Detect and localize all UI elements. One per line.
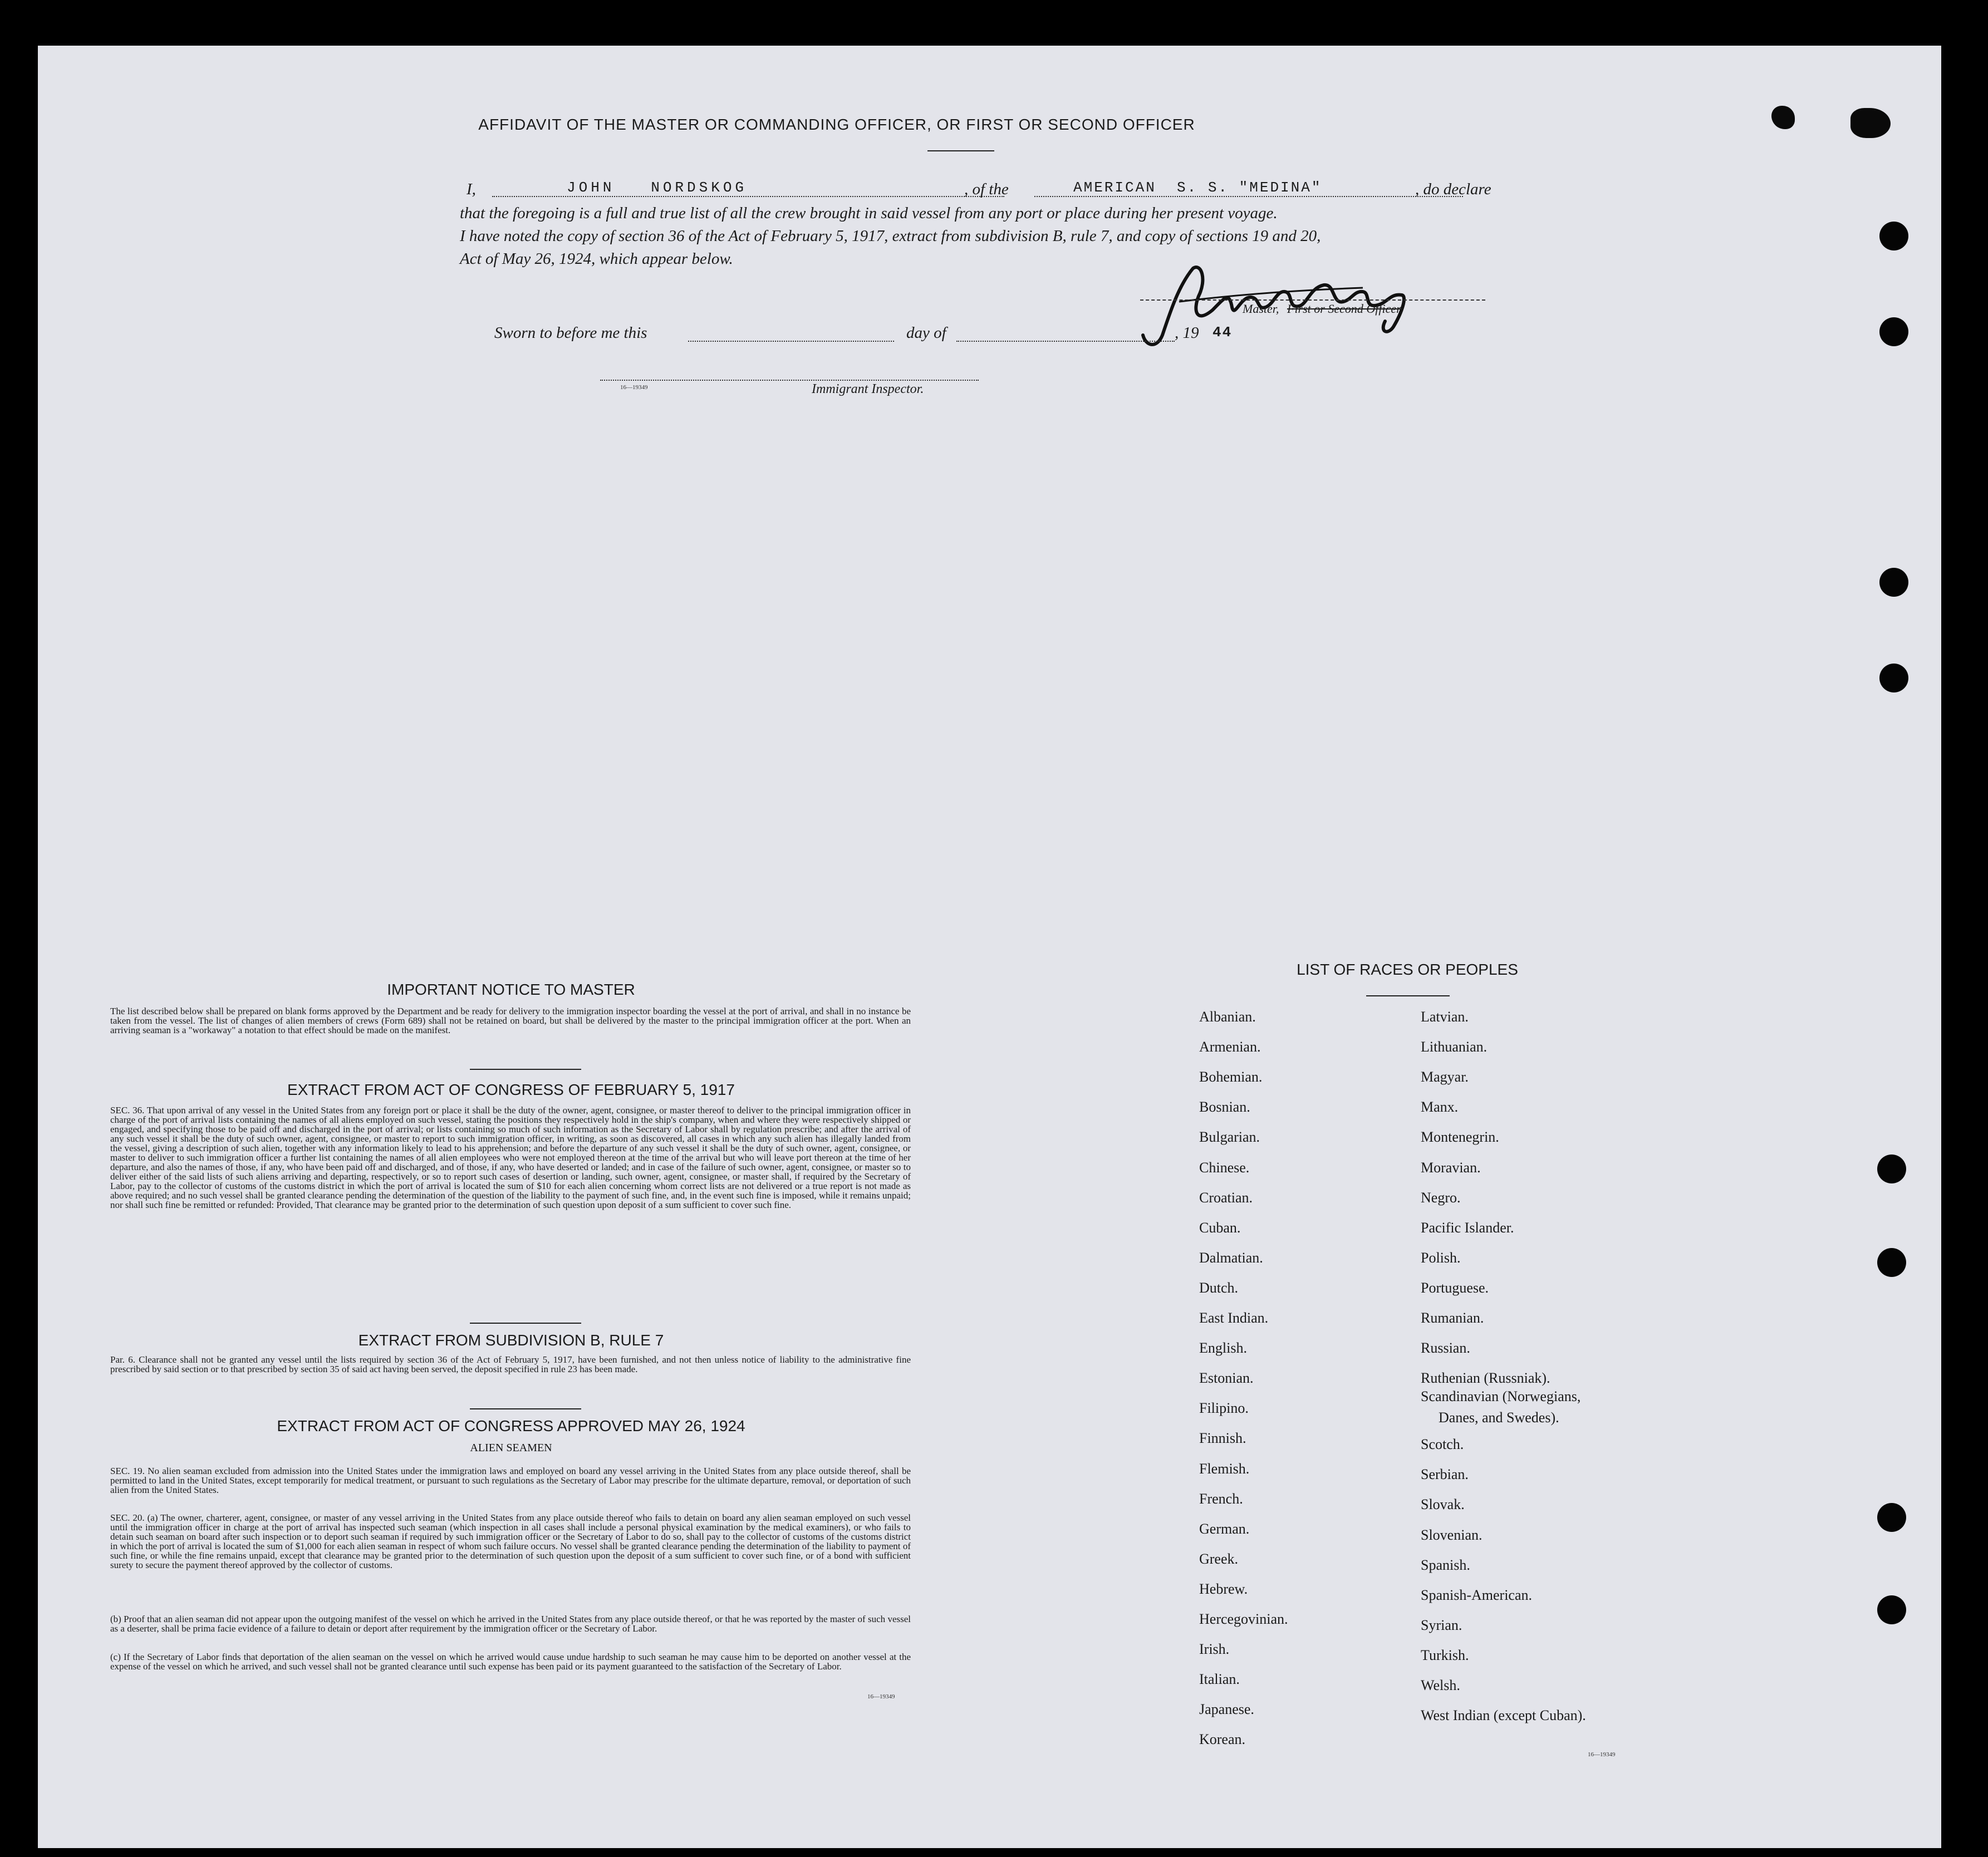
race-item: Chinese. bbox=[1199, 1159, 1250, 1176]
race-item: French. bbox=[1199, 1490, 1243, 1507]
affidavit-title: AFFIDAVIT OF THE MASTER OR COMMANDING OFFICER, OR FIRST OR SECOND OFFICER bbox=[478, 116, 1195, 133]
race-item: East Indian. bbox=[1199, 1310, 1269, 1326]
sec20c-text: (c) If the Secretary of Labor finds that deportation of the alien seaman on the vessel on which he arrived would cause undue hardship to such seaman he may cause him to be deported on another vessel at the expense of the vessel on which he arrived, and such vessel shall not be granted clearance until such expense has been paid or its payment guaranteed to the satisfaction of the Secretary of Labor. bbox=[110, 1652, 911, 1672]
race-item: Hercegovinian. bbox=[1199, 1611, 1288, 1627]
ink-blot bbox=[1850, 108, 1891, 138]
binder-hole bbox=[1879, 222, 1908, 250]
race-item: Magyar. bbox=[1421, 1069, 1469, 1085]
race-item: Bulgarian. bbox=[1199, 1129, 1260, 1146]
name-line bbox=[492, 196, 1004, 197]
extract-1924-title: EXTRACT FROM ACT OF CONGRESS APPROVED MAY 26, 1924 bbox=[277, 1417, 745, 1434]
race-item: Spanish-American. bbox=[1421, 1586, 1533, 1603]
race-item: German. bbox=[1199, 1520, 1250, 1537]
document-page bbox=[38, 46, 1941, 1848]
inspector-label: Immigrant Inspector. bbox=[812, 382, 924, 396]
race-item: Spanish. bbox=[1421, 1556, 1470, 1573]
alien-seamen-subtitle: ALIEN SEAMEN bbox=[470, 1442, 552, 1454]
year-value: 44 bbox=[1213, 324, 1233, 341]
affidavit-line-2: that the foregoing is a full and true list of all the crew brought in said vessel from any port or place during her present voyage. bbox=[460, 204, 1278, 222]
race-item: Dutch. bbox=[1199, 1279, 1239, 1296]
signature-line bbox=[1140, 299, 1485, 301]
vessel-name: AMERICAN S. S. "MEDINA" bbox=[1073, 179, 1322, 196]
master-name: JOHN NORDSKOG bbox=[567, 179, 748, 196]
race-item: Albanian. bbox=[1199, 1009, 1256, 1025]
race-item: Danes, and Swedes). bbox=[1439, 1409, 1559, 1426]
race-item: Latvian. bbox=[1421, 1009, 1469, 1025]
sec20a-text: SEC. 20. (a) The owner, charterer, agent, consignee, or master of any vessel arriving in the United States from any place outside thereof who fails to detain on board any alien seaman employed on such vessel until the immigration officer in charge at the port of arrival has inspected such seaman (which inspection in all cases shall include a personal physical examination by the medical examiners), or who fails to detain such seaman on board after such inspection or to deport such seaman if required by such immigration officer or the Secretary of Labor to do so, shall pay to the collector of customs of the customs district in which the port of arrival is located the sum of $1,000 for each alien seaman in respect of whom such failure occurs. No vessel shall be granted clearance pending the determination of the liability to payment of such fine, or while the fine remains unpaid, except that clearance may be granted prior to the determination of such question upon the deposit of a sum sufficient to cover such fine, or of a bond with sufficient surety to secure the payment thereof approved by the collector of customs. bbox=[110, 1512, 911, 1570]
race-item: West Indian (except Cuban). bbox=[1421, 1707, 1586, 1724]
race-item: Polish. bbox=[1421, 1249, 1461, 1266]
race-item: Irish. bbox=[1199, 1641, 1230, 1658]
race-item: Bohemian. bbox=[1199, 1069, 1263, 1085]
divider bbox=[470, 1069, 581, 1070]
race-item: Bosnian. bbox=[1199, 1099, 1250, 1116]
race-item: Scandinavian (Norwegians, bbox=[1421, 1388, 1581, 1404]
race-item: Croatian. bbox=[1199, 1189, 1253, 1206]
race-item: Turkish. bbox=[1421, 1647, 1469, 1663]
race-item: Estonian. bbox=[1199, 1370, 1254, 1387]
year-prefix: , 19 bbox=[1175, 324, 1199, 342]
ink-blot bbox=[1771, 106, 1795, 129]
race-item: Negro. bbox=[1421, 1189, 1461, 1206]
race-item: Finnish. bbox=[1199, 1430, 1246, 1447]
title-rule bbox=[927, 150, 994, 151]
notice-text: The list described below shall be prepared on blank forms approved by the Department and be ready for delivery to the immigration inspector boarding the vessel at the port of arrival, and shall in no instance be taken from the vessel. The list of changes of alien members of crews (Form 689) shall not be retained on board, but shall be delivered by the master to the principal immigration officer at the port. When an arriving seaman is a "workaway" a notation to that effect should be made on the manifest. bbox=[110, 1006, 911, 1035]
race-item: Dalmatian. bbox=[1199, 1249, 1263, 1266]
binder-hole bbox=[1879, 317, 1908, 346]
race-item: Hebrew. bbox=[1199, 1580, 1248, 1597]
vessel-line bbox=[1034, 196, 1463, 197]
sworn-month-line bbox=[956, 341, 1175, 342]
race-item: Rumanian. bbox=[1421, 1310, 1484, 1326]
day-of-text: day of bbox=[906, 324, 946, 342]
divider bbox=[470, 1323, 581, 1324]
sec20b-text: (b) Proof that an alien seaman did not appear upon the outgoing manifest of the vessel on which he arrived in the United States from any place outside thereof, or that he was reported by the master of such vessel as a deserter, shall be prima facie evidence of a failure to detain or deport after requirement by the immigration officer or the Secretary of Labor. bbox=[110, 1614, 911, 1634]
sworn-text: Sworn to before me this bbox=[494, 324, 647, 342]
race-item: Russian. bbox=[1421, 1340, 1470, 1357]
inspector-line bbox=[600, 380, 979, 381]
sec19-text: SEC. 19. No alien seaman excluded from admission into the United States under the immigration laws and employed on board any vessel arriving in the United States from any place outside thereof, shall be permitted to land in the United States, except temporarily for medical treatment, or pursuant to such regulations as the Secretary of Labor may prescribe for the ultimate departure, removal, or deportation of such alien from the United States. bbox=[110, 1466, 911, 1495]
subdivision-b-title: EXTRACT FROM SUBDIVISION B, RULE 7 bbox=[358, 1332, 664, 1349]
affidavit-pronoun: I, bbox=[467, 180, 476, 198]
subdivision-b-text: Par. 6. Clearance shall not be granted any vessel until the lists required by section 36 of the Act of February 5, 1917, have been furnished, and not then unless notice of liability to the administrative fine prescribed by said section or to that prescribed by section 35 of said act having been served, the deposit specified in rule 23 has been made. bbox=[110, 1354, 911, 1374]
race-item: Greek. bbox=[1199, 1550, 1239, 1567]
race-item: Pacific Islander. bbox=[1421, 1219, 1514, 1236]
race-item: English. bbox=[1199, 1340, 1247, 1357]
race-item: Flemish. bbox=[1199, 1460, 1250, 1477]
race-item: Syrian. bbox=[1421, 1617, 1462, 1633]
race-item: Slovenian. bbox=[1421, 1526, 1483, 1543]
race-item: Montenegrin. bbox=[1421, 1129, 1499, 1146]
race-item: Slovak. bbox=[1421, 1496, 1465, 1513]
extract-1917-text: SEC. 36. That upon arrival of any vessel in the United States from any foreign port or place it shall be the duty of the owner, agent, consignee, or master thereof to deliver to the principal immigration officer in charge of the port of arrival lists containing the names of all aliens employed on such vessel, stating the positions they respectively hold in the ship's company, when and where they were respectively shipped or engaged, and specifying those to be paid off and discharged in the port of arrival; or lists containing so much of such information as the Secretary of Labor shall by regulation prescribe; and after the arrival of any such vessel it shall be the duty of such owner, agent, consignee, or master to report to such immigration officer, in writing, as soon as discovered, all cases in which any such alien has illegally landed from the vessel, giving a description of such alien, together with any information likely to lead to his apprehension; and before the departure of any such vessel it shall be the duty of such owner, agent, consignee, or master to deliver to such immigration officer a further list containing the names of all alien employees who were not employed thereon at the time of the arrival but who will leave port thereon at the time of her departure, and also the names of those, if any, who have been paid off and discharged, and of those, if any, who have deserted or landed; and in case of the failure of such owner, agent, consignee, or master so to deliver either of the said lists of such aliens arriving and departing, respectively, or so to report such cases of desertion or landing, such owner, agent, consignee, or master shall, if required by the Secretary of Labor, pay to the collector of customs of the customs district in which the port of arrival is located the sum of $10 for each alien concerning whom correct lists are not delivered or a true report is not made as above required; and no such vessel shall be granted clearance pending the determination of the question of the liability to the payment of such fine, and, in the event such fine is imposed, while it remains unpaid; nor shall such fine be remitted or refunded: Provided, That clearance may be granted prior to the determination of such question upon deposit of a sum sufficient to cover such fine. bbox=[110, 1105, 911, 1210]
race-item: Lithuanian. bbox=[1421, 1039, 1488, 1055]
binder-hole bbox=[1877, 1155, 1906, 1183]
race-item: Ruthenian (Russniak). bbox=[1421, 1370, 1550, 1387]
binder-hole bbox=[1877, 1248, 1906, 1277]
races-title: LIST OF RACES OR PEOPLES bbox=[1297, 961, 1518, 978]
form-code: 16—19349 bbox=[620, 384, 648, 391]
race-item: Welsh. bbox=[1421, 1677, 1460, 1694]
binder-hole bbox=[1877, 1595, 1906, 1624]
race-item: Manx. bbox=[1421, 1099, 1459, 1116]
binder-hole bbox=[1879, 664, 1908, 692]
form-code: 16—19349 bbox=[867, 1693, 895, 1700]
race-item: Portuguese. bbox=[1421, 1279, 1489, 1296]
binder-hole bbox=[1877, 1503, 1906, 1532]
do-declare-text: , do declare bbox=[1415, 180, 1491, 198]
divider bbox=[1366, 995, 1450, 996]
race-item: Korean. bbox=[1199, 1731, 1246, 1748]
form-code: 16—19349 bbox=[1588, 1751, 1616, 1758]
race-item: Scotch. bbox=[1421, 1436, 1464, 1453]
sworn-day-line bbox=[688, 341, 894, 342]
race-item: Cuban. bbox=[1199, 1219, 1241, 1236]
affidavit-line-4: Act of May 26, 1924, which appear below. bbox=[460, 250, 733, 268]
struck-officer-label: First or Second Officer. bbox=[1287, 302, 1403, 316]
race-item: Italian. bbox=[1199, 1671, 1240, 1688]
of-the-text: , of the bbox=[964, 180, 1009, 198]
binder-hole bbox=[1879, 568, 1908, 597]
race-item: Japanese. bbox=[1199, 1701, 1254, 1718]
extract-1917-title: EXTRACT FROM ACT OF CONGRESS OF FEBRUARY 5, 1917 bbox=[287, 1081, 735, 1098]
divider bbox=[470, 1408, 581, 1409]
affidavit-line-3: I have noted the copy of section 36 of the Act of February 5, 1917, extract from subdivision B, rule 7, and copy of sections 19 and 20, bbox=[460, 227, 1321, 245]
race-item: Moravian. bbox=[1421, 1159, 1481, 1176]
race-item: Armenian. bbox=[1199, 1039, 1261, 1055]
notice-title: IMPORTANT NOTICE TO MASTER bbox=[387, 981, 635, 998]
race-item: Filipino. bbox=[1199, 1400, 1249, 1417]
race-item: Serbian. bbox=[1421, 1466, 1469, 1483]
master-label: Master, bbox=[1243, 302, 1279, 316]
